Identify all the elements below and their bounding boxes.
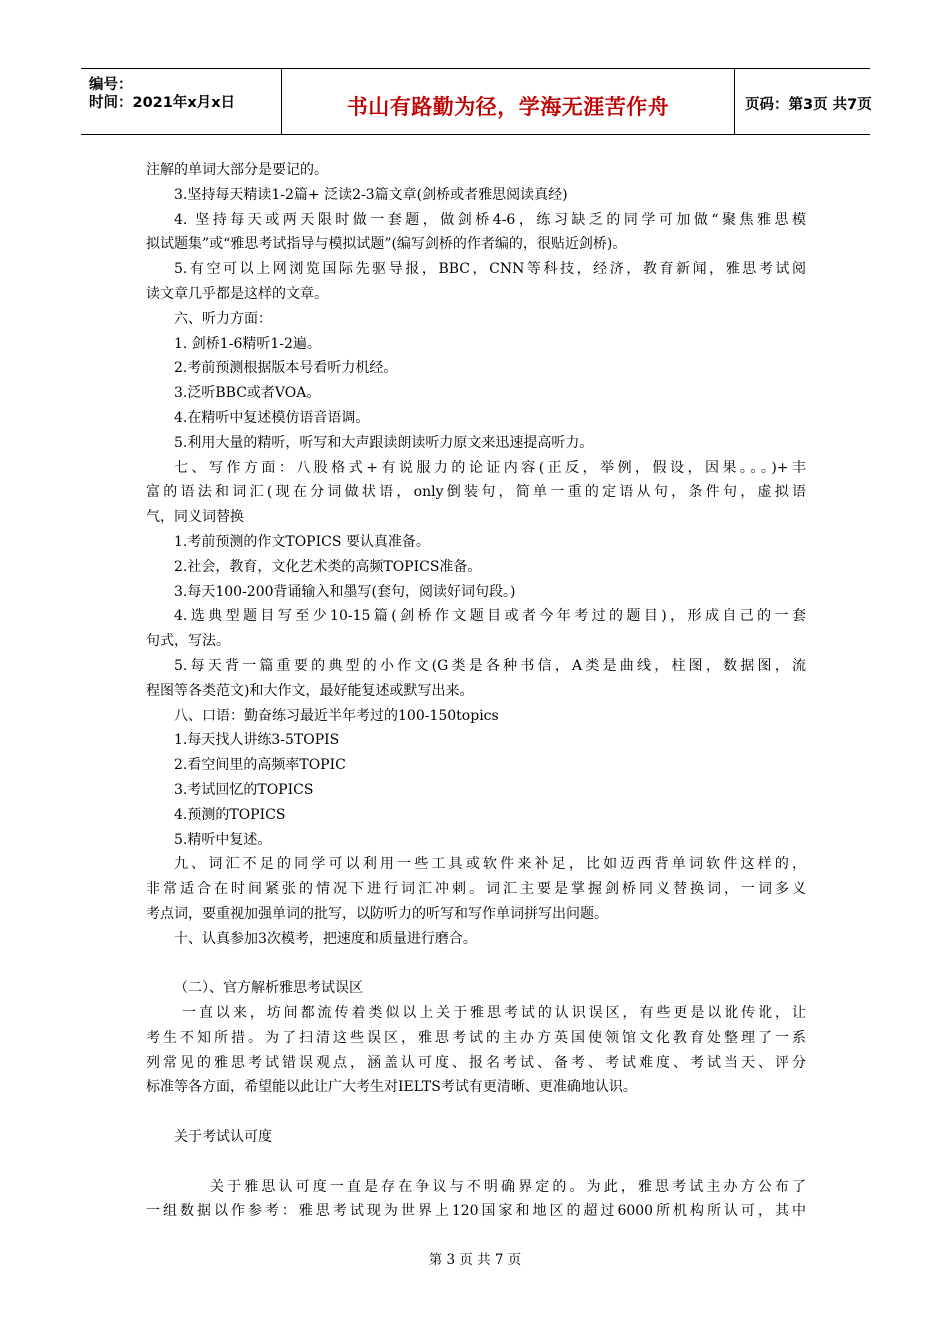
section-heading: 九、词汇不足的同学可以利用一些工具或软件来补足，比如迈西背单词软件这样的， [174,856,806,873]
body-line: 4.预测的TOPICS [174,806,286,823]
body-line: 非常适合在时间紧张的情况下进行词汇冲刺。词汇主要是掌握剑桥同义替换词，一词多义 [146,881,806,898]
body-line: 3.泛听BBC或者VOA。 [174,385,321,402]
body-line: 富的语法和词汇(现在分词做状语，only倒装句，简单一重的定语从句，条件句，虚拟语 [146,484,806,501]
body-line: 句式，写法。 [146,633,230,650]
body-line: 3.坚持每天精读1-2篇+ 泛读2-3篇文章(剑桥或者雅思阅读真经) [174,186,568,203]
document-body [146,158,806,1224]
body-line: 考生不知所措。为了扫清这些误区，雅思考试的主办方英国使领馆文化教育处整理了一系 [146,1029,806,1046]
section-heading: 七、写作方面：八股格式+有说服力的论证内容(正反，举例，假设，因果。。。)+丰 [174,459,806,476]
body-line: 1.考前预测的作文TOPICS 要认真准备。 [174,533,430,550]
body-line: 程图等各类范文)和大作文，最好能复述或默写出来。 [146,682,474,699]
body-line: 3.考试回忆的TOPICS [174,781,314,798]
body-line: 2.看空间里的高频率TOPIC [174,757,346,774]
header-page-cell [735,69,870,134]
body-line: 1.每天找人讲练3-5TOPIS [174,732,340,749]
body-line: 3.每天100-200背诵输入和墨写(套句，阅读好词句段。) [174,583,516,600]
body-line: 4. 坚持每天或两天限时做一套题，做剑桥4-6，练习缺乏的同学可加做“聚焦雅思模 [174,211,806,228]
subsection-title: 关于考试认可度 [174,1129,272,1146]
body-line: 列常见的雅思考试错误观点，涵盖认可度、报名考试、备考、考试难度、考试当天、评分 [146,1054,806,1071]
body-line: 拟试题集”或“雅思考试指导与模拟试题”(编写剑桥的作者编的，很贴近剑桥)。 [146,236,627,253]
subsection-title: （二）、官方解析雅思考试误区 [174,980,363,997]
body-line: 5.精听中复述。 [174,831,272,848]
paragraph-gap [146,1150,806,1175]
header-motto-cell [282,69,735,134]
document-code-label: 编号： [89,77,133,93]
body-line: 2.社会，教育，文化艺术类的高频TOPICS准备。 [174,558,482,575]
body-line: 4.在精听中复述模仿语音语调。 [174,409,370,426]
body-line: 一直以来，坊间都流传着类似以上关于雅思考试的认识误区，有些更是以讹传讹，让 [182,1005,806,1022]
body-line: 一组数据以作参考：雅思考试现为世界上120国家和地区的超过6000所机构所认可，其中 [146,1203,806,1220]
body-line: 5.每天背一篇重要的典型的小作文(G类是各种书信，A类是曲线，柱图，数据图，流 [174,657,806,674]
page-footer: 第 3 页 共 7 页 [428,1252,522,1268]
body-line: 读文章几乎都是这样的文章。 [146,285,328,302]
paragraph-gap [146,952,806,977]
page-header [81,68,870,135]
header-meta-cell [81,69,282,134]
header-motto: 书山有路勤为径，学海无涯苦作舟 [346,95,670,119]
body-line: 标准等各方面，希望能以此让广大考生对IELTS考试有更清晰、更准确地认识。 [146,1079,637,1096]
body-line: 2.考前预测根据版本号看听力机经。 [174,360,398,377]
body-line: 5.有空可以上网浏览国际先驱导报，BBC，CNN等科技，经济，教育新闻，雅思考试阅 [174,261,806,278]
section-heading: 八、口语：勤奋练习最近半年考过的100-150topics [174,707,499,724]
body-line: 1. 剑桥1-6精听1-2遍。 [174,335,321,352]
body-line: 5.利用大量的精听，听写和大声跟读朗读听力原文来迅速提高听力。 [174,434,594,451]
header-page-info: 页码：第3页 共7页 [745,97,872,113]
section-heading: 六、听力方面： [174,310,272,327]
body-line: 4.选典型题目写至少10-15篇(剑桥作文题目或者今年考过的题目)，形成自己的一套 [174,608,806,625]
paragraph-gap [146,1100,806,1125]
body-line: 关于雅思认可度一直是存在争议与不明确界定的。为此，雅思考试主办方公布了 [210,1178,806,1195]
body-line: 考点词，要重视加强单词的批写，以防听力的听写和写作单词拼写出问题。 [146,905,608,922]
document-date-label: 时间：2021年x月x日 [89,95,236,111]
section-heading: 十、认真参加3次模考，把速度和质量进行磨合。 [174,930,477,947]
body-line: 注解的单词大部分是要记的。 [146,162,328,178]
body-line: 气，同义词替换 [146,509,244,526]
